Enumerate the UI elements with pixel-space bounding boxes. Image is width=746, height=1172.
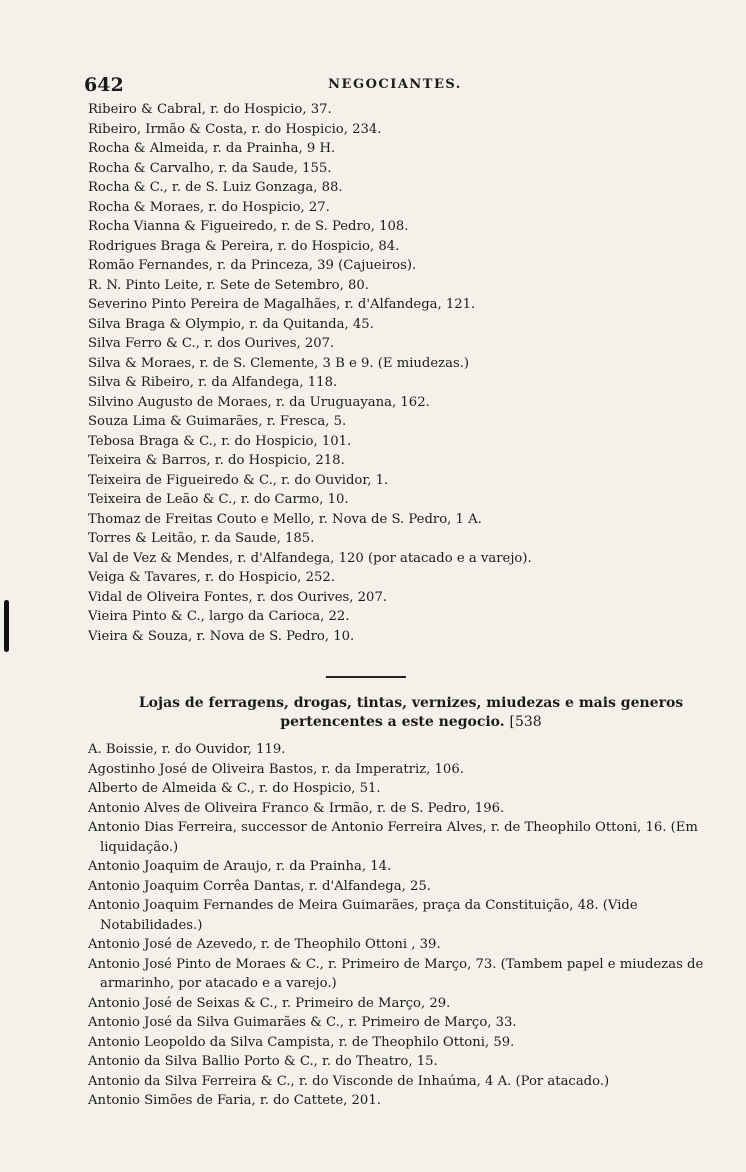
list-item: Antonio José de Seixas & C., r. Primeiro de Março, 29. <box>88 995 451 1011</box>
list-item: Antonio Joaquim Fernandes de Meira Guimarães, praça da Constituição, 48. (Vide Notabilidades.) <box>88 898 638 933</box>
list-item: Severino Pinto Pereira de Magalhães, r. d'Alfandega, 121. <box>88 297 476 312</box>
list-item: Tebosa Braga & C., r. do Hospicio, 101. <box>88 433 352 449</box>
section-divider <box>326 676 406 678</box>
section-title: Lojas de ferragens, drogas, tintas, vernizes, miudezas e mais generos pertencentes a este negocio. <box>138 695 684 730</box>
list-item: Antonio José da Silva Guimarães & C., r. Primeiro de Março, 33. <box>88 1015 517 1030</box>
list-item: Antonio Joaquim de Araujo, r. da Prainha, 14. <box>88 859 392 874</box>
list-item: Vieira & Souza, r. Nova de S. Pedro, 10. <box>88 628 355 644</box>
list-item: Antonio Leopoldo da Silva Campista, r. de Theophilo Ottoni, 59. <box>88 1034 515 1050</box>
list-item: Vieira Pinto & C., largo da Carioca, 22. <box>88 609 350 624</box>
list-item: Ribeiro & Cabral, r. do Hospicio, 37. <box>88 102 332 117</box>
list-item: Silva Braga & Olympio, r. da Quitanda, 45. <box>88 316 374 332</box>
hardware-store-list <box>88 740 718 1111</box>
list-item: Romão Fernandes, r. da Princeza, 39 (Cajueiros). <box>88 258 417 273</box>
list-item: A. Boissie, r. do Ouvidor, 119. <box>88 742 286 757</box>
list-item: Rocha Vianna & Figueiredo, r. de S. Pedro, 108. <box>88 219 409 234</box>
section-heading <box>108 694 714 732</box>
list-item: Veiga & Tavares, r. do Hospicio, 252. <box>88 570 335 585</box>
running-title: NEGOCIANTES. <box>328 77 462 92</box>
page-header <box>84 74 706 98</box>
margin-ink-mark <box>4 600 9 652</box>
list-item: Teixeira de Leão & C., r. do Carmo, 10. <box>88 492 349 507</box>
list-item: Silvino Augusto de Moraes, r. da Uruguayana, 162. <box>88 394 430 410</box>
list-item: Antonio Alves de Oliveira Franco & Irmão, r. de S. Pedro, 196. <box>88 800 505 816</box>
section-reference: [538 <box>509 714 542 730</box>
list-item: Thomaz de Freitas Couto e Mello, r. Nova de S. Pedro, 1 A. <box>88 511 482 527</box>
list-item: Antonio Simões de Faria, r. do Cattete, 201. <box>88 1093 381 1108</box>
list-item: Rocha & Moraes, r. do Hospicio, 27. <box>88 199 330 215</box>
merchant-list <box>88 100 718 646</box>
list-item: Antonio José de Azevedo, r. de Theophilo Ottoni , 39. <box>88 937 441 952</box>
list-item: Agostinho José de Oliveira Bastos, r. da Imperatriz, 106. <box>88 761 464 777</box>
list-item: Antonio da Silva Ferreira & C., r. do Visconde de Inhaúma, 4 A. (Por atacado.) <box>88 1073 610 1089</box>
list-item: Antonio Dias Ferreira, successor de Antonio Ferreira Alves, r. de Theophilo Ottoni, 16. (Em liquidação.) <box>88 820 698 855</box>
list-item: Antonio José Pinto de Moraes & C., r. Primeiro de Março, 73. (Tambem papel e miudezas de armarinho, por atacado e a varejo.) <box>88 956 704 991</box>
list-item: Alberto de Almeida & C., r. do Hospicio, 51. <box>88 781 381 796</box>
list-item: Torres & Leitão, r. da Saude, 185. <box>88 531 315 546</box>
list-item: Vidal de Oliveira Fontes, r. dos Ourives, 207. <box>88 589 388 605</box>
list-item: Rocha & Almeida, r. da Prainha, 9 H. <box>88 141 336 156</box>
list-item: Teixeira & Barros, r. do Hospicio, 218. <box>88 453 345 468</box>
list-item: Teixeira de Figueiredo & C., r. do Ouvidor, 1. <box>88 472 389 488</box>
list-item: Antonio Joaquim Corrêa Dantas, r. d'Alfandega, 25. <box>88 878 431 894</box>
list-item: Silva Ferro & C., r. dos Ourives, 207. <box>88 336 335 351</box>
list-item: Silva & Ribeiro, r. da Alfandega, 118. <box>88 375 338 390</box>
list-item: Rocha & Carvalho, r. da Saude, 155. <box>88 160 332 176</box>
page-number: 642 <box>84 74 124 96</box>
list-item: Silva & Moraes, r. de S. Clemente, 3 B e 9. (E miudezas.) <box>88 355 470 371</box>
list-item: Ribeiro, Irmão & Costa, r. do Hospicio, 234. <box>88 121 382 137</box>
list-item: Rocha & C., r. de S. Luiz Gonzaga, 88. <box>88 180 343 195</box>
list-item: Val de Vez & Mendes, r. d'Alfandega, 120 (por atacado e a varejo). <box>88 550 532 566</box>
list-item: R. N. Pinto Leite, r. Sete de Setembro, 80. <box>88 277 369 293</box>
list-item: Rodrigues Braga & Pereira, r. do Hospicio, 84. <box>88 238 400 254</box>
list-item: Antonio da Silva Ballio Porto & C., r. do Theatro, 15. <box>88 1054 438 1069</box>
list-item: Souza Lima & Guimarães, r. Fresca, 5. <box>88 414 347 429</box>
